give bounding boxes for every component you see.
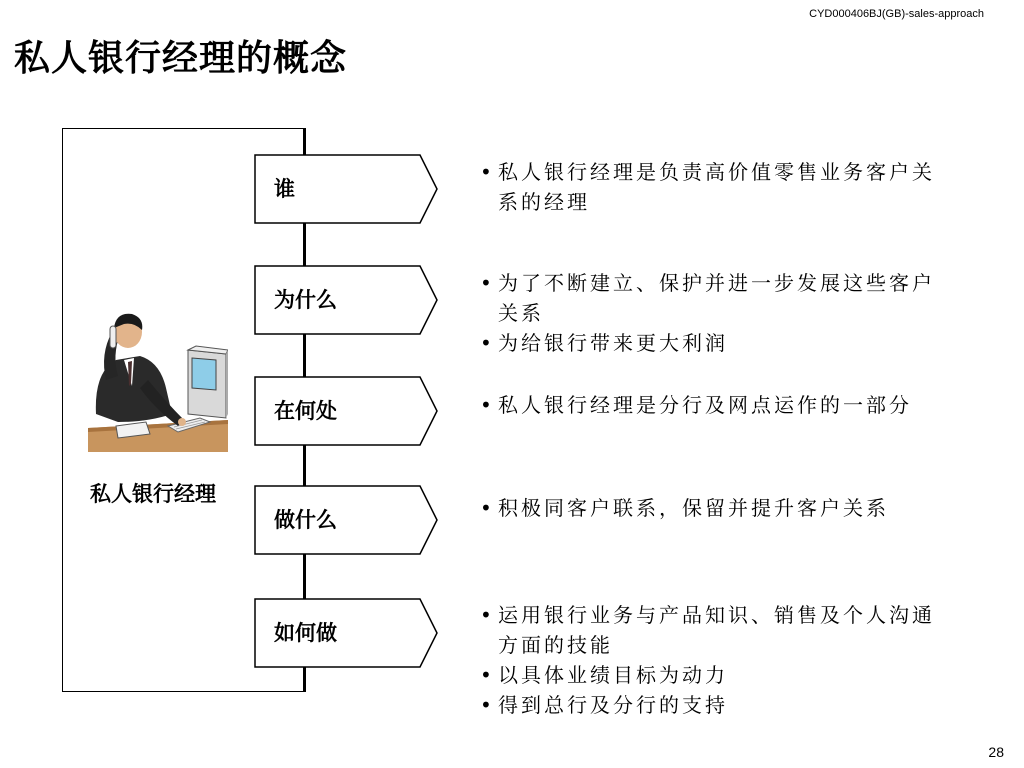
bullet-item: • 私人银行经理是分行及网点运作的一部分 xyxy=(480,390,950,420)
stage-what xyxy=(254,485,438,555)
stage-label: 做什么 xyxy=(274,507,337,532)
bullet-item: • 私人银行经理是负责高价值零售业务客户关系的经理 xyxy=(480,157,950,217)
page-number: 28 xyxy=(988,744,1004,760)
bullet-item: • 得到总行及分行的支持 xyxy=(480,690,950,720)
document-code: CYD000406BJ(GB)-sales-approach xyxy=(809,8,984,20)
stage-label: 谁 xyxy=(274,176,295,201)
bullet-item: • 运用银行业务与产品知识、销售及个人沟通方面的技能 xyxy=(480,600,950,660)
bullet-item: • 为给银行带来更大利润 xyxy=(480,328,950,358)
stage-where xyxy=(254,376,438,446)
stage-why-description xyxy=(480,268,950,358)
stage-where-description xyxy=(480,390,950,420)
stage-how xyxy=(254,598,438,668)
stage-who-description xyxy=(480,157,950,217)
bullet-item: • 以具体业绩目标为动力 xyxy=(480,660,950,690)
slide-title: 私人银行经理的概念 xyxy=(14,37,348,79)
bullet-item: • 为了不断建立、保护并进一步发展这些客户关系 xyxy=(480,268,950,328)
stage-who xyxy=(254,154,438,224)
stage-what-description xyxy=(480,493,950,523)
stage-how-description xyxy=(480,600,950,720)
stage-label: 如何做 xyxy=(274,620,337,645)
private-banker-label: 私人银行经理 xyxy=(90,481,216,506)
stage-label: 在何处 xyxy=(274,398,337,423)
bullet-item: • 积极同客户联系，保留并提升客户关系 xyxy=(480,493,950,523)
stage-label: 为什么 xyxy=(274,287,337,312)
stage-why xyxy=(254,265,438,335)
businessman-on-phone-at-computer-icon xyxy=(88,310,228,452)
